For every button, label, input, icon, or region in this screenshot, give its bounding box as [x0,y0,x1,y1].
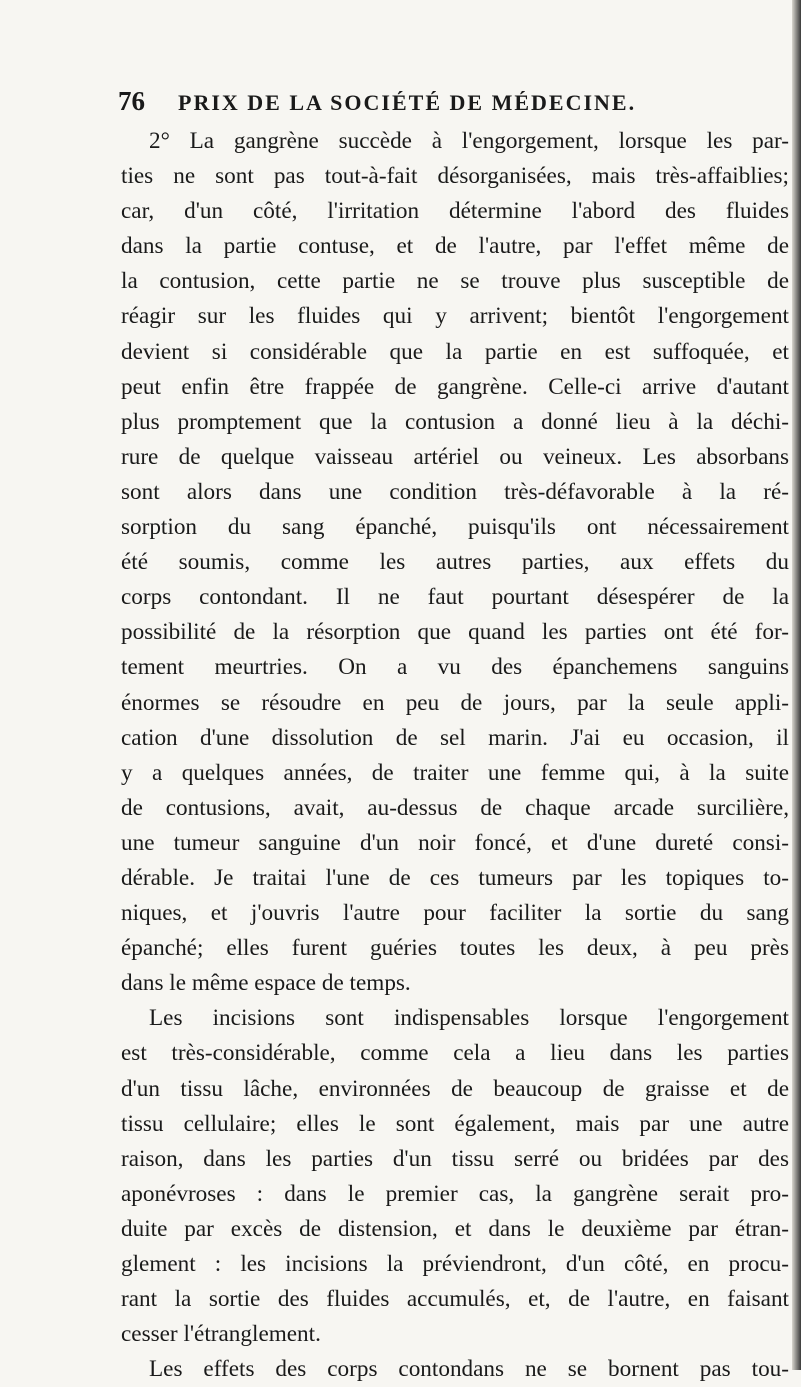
text-line: peut enfin être frappée de gangrène. Celle-ci arrive d'autant [121,373,789,400]
text-line: réagir sur les fluides qui y arrivent; bientôt l'engorgement [121,303,789,330]
text-line: sorption du sang épanché, puisqu'ils ont nécessairement [121,514,789,541]
text-line: une tumeur sanguine d'un noir foncé, et d'une dureté consi- [121,829,789,856]
text-line: possibilité de la résorption que quand les parties ont été for- [121,619,789,646]
text-line: corps contondant. Il ne faut pourtant désespérer de la [121,584,789,611]
text-line: Les effets des corps contondans ne se bornent pas tou- [149,1356,789,1383]
text-line: dans le même espace de temps. [121,970,411,997]
text-line: épanché; elles furent guéries toutes les deux, à peu près [121,935,789,962]
text-line: y a quelques années, de traiter une femme qui, à la suite [121,759,789,786]
text-line: glement : les incisions la préviendront, d'un côté, en procu- [121,1251,789,1277]
text-line: énormes se résoudre en peu de jours, par la seule appli- [121,689,789,716]
text-line: Les incisions sont indispensables lorsque l'engorgement [149,1005,789,1032]
text-line: devient si considérable que la partie en est suffoquée, et [121,338,789,365]
text-line: la contusion, cette partie ne se trouve plus susceptible de [121,268,789,295]
text-line: est très-considérable, comme cela a lieu dans les parties [121,1040,789,1067]
text-line: duite par excès de distension, et dans le deuxième par étran- [121,1215,789,1242]
text-line: sont alors dans une condition très-défavorable à la ré- [121,478,789,505]
text-line: de contusions, avait, au-dessus de chaque arcade surcilière, [121,794,789,821]
text-line: rure de quelque vaisseau artériel ou veineux. Les absorbans [121,443,789,470]
text-line: tement meurtries. On a vu des épanchemens sanguins [121,654,789,681]
running-title: PRIX DE LA SOCIÉTÉ DE MÉDECINE. [178,90,637,115]
text-line: cation d'une dissolution de sel marin. J'ai eu occasion, il [121,724,789,751]
page-header [118,86,718,116]
text-line: été soumis, comme les autres parties, aux effets du [121,549,789,576]
text-line: rant la sortie des fluides accumulés, et, de l'autre, en faisant [121,1286,789,1313]
text-line: aponévroses : dans le premier cas, la gangrène serait pro- [121,1180,789,1207]
text-line: ties ne sont pas tout-à-fait désorganisées, mais très-affaiblies; [121,163,789,190]
text-line: niques, et j'ouvris l'autre pour faciliter la sortie du sang [121,900,789,927]
text-line: dans la partie contuse, et de l'autre, par l'effet même de [121,233,789,260]
page-edge-shadow [792,0,801,1370]
text-line: plus promptement que la contusion a donné lieu à la déchi- [121,408,789,435]
text-line: car, d'un côté, l'irritation détermine l'abord des fluides [121,198,789,225]
text-line: tissu cellulaire; elles le sont également, mais par une autre [121,1110,789,1137]
text-line: cesser l'étranglement. [121,1321,321,1348]
text-line: d'un tissu lâche, environnées de beaucoup de graisse et de [121,1075,789,1102]
text-line: 2° La gangrène succède à l'engorgement, lorsque les par- [149,128,789,154]
page-number: 76 [118,86,145,116]
text-line: raison, dans les parties d'un tissu serré ou bridées par des [121,1145,789,1172]
text-line: dérable. Je traitai l'une de ces tumeurs par les topiques to- [121,864,789,891]
body-text [121,124,789,1387]
